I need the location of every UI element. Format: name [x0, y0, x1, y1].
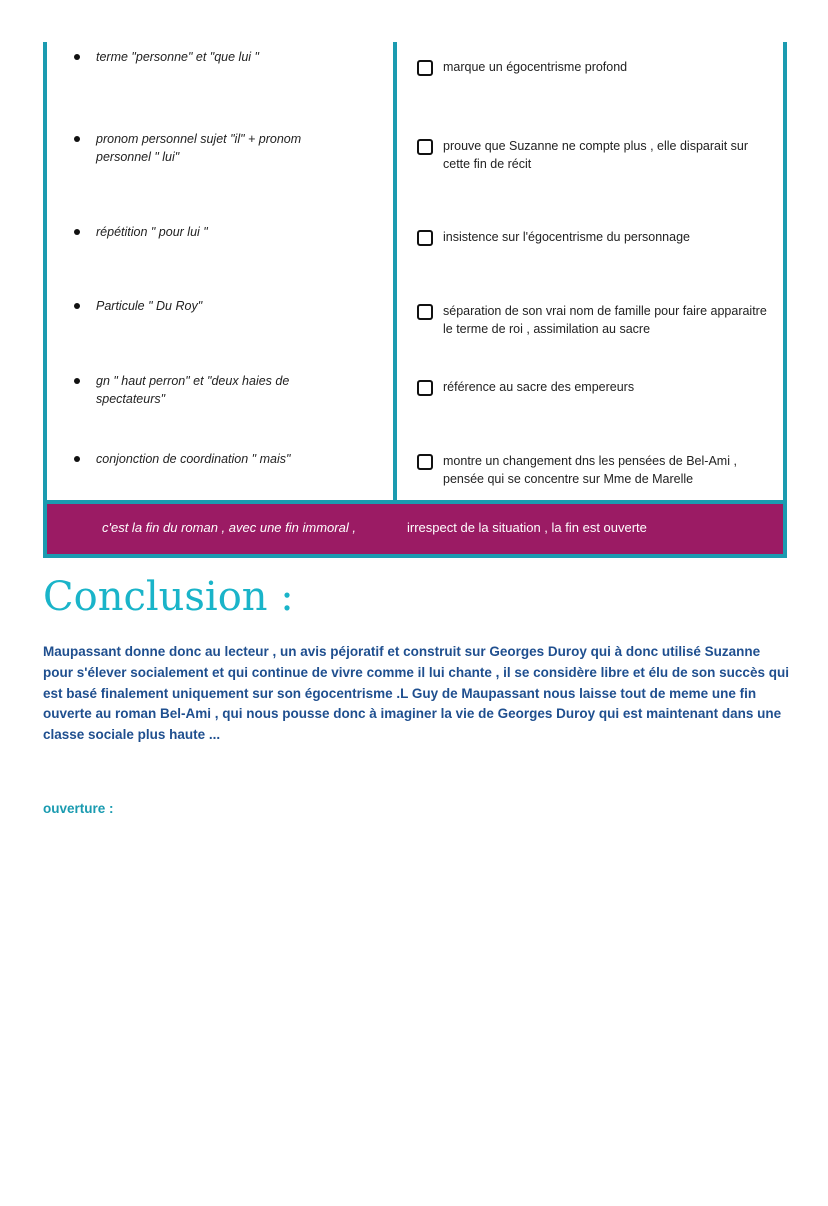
footer-left-text: c'est la fin du roman , avec une fin immoral ,	[102, 520, 356, 535]
checkbox-icon[interactable]	[417, 60, 433, 76]
analysis-table	[43, 42, 787, 558]
bullet-icon	[74, 54, 80, 60]
left-item-text: pronom personnel sujet "il" + pronom personnel " lui"	[96, 132, 302, 164]
left-item-text: terme "personne" et "que lui "	[96, 50, 259, 64]
right-item-3	[417, 228, 772, 246]
right-item-text: prouve que Suzanne ne compte plus , elle disparait sur cette fin de récit	[443, 139, 749, 171]
checkbox-icon[interactable]	[417, 380, 433, 396]
column-divider	[393, 42, 397, 500]
bullet-icon	[74, 136, 80, 142]
bullet-icon	[74, 303, 80, 309]
left-item-2	[74, 130, 374, 166]
bullet-icon	[74, 378, 80, 384]
ouverture-label: ouverture :	[43, 801, 114, 816]
table-footer-band	[47, 504, 783, 554]
checkbox-icon[interactable]	[417, 454, 433, 470]
checkbox-icon[interactable]	[417, 139, 433, 155]
right-item-text: référence au sacre des empereurs	[443, 380, 635, 394]
right-item-2	[417, 137, 772, 173]
left-item-text: gn " haut perron" et "deux haies de spectateurs"	[96, 374, 290, 406]
right-item-text: marque un égocentrisme profond	[443, 60, 628, 74]
left-item-5	[74, 372, 374, 408]
bullet-icon	[74, 456, 80, 462]
left-item-text: conjonction de coordination " mais"	[96, 452, 291, 466]
left-item-1	[74, 48, 374, 66]
right-item-5	[417, 378, 772, 396]
footer-right-text: irrespect de la situation , la fin est ouverte	[407, 520, 647, 535]
right-item-text: séparation de son vrai nom de famille pour faire apparaitre le terme de roi , assimilation au sacre	[443, 304, 767, 336]
left-item-3	[74, 223, 374, 241]
right-item-6	[417, 452, 772, 488]
right-item-text: insistence sur l'égocentrisme du personnage	[443, 230, 690, 244]
left-item-4	[74, 297, 374, 315]
right-item-4	[417, 302, 772, 338]
left-item-text: Particule " Du Roy"	[96, 299, 203, 313]
checkbox-icon[interactable]	[417, 304, 433, 320]
bullet-icon	[74, 229, 80, 235]
left-item-text: répétition " pour lui "	[96, 225, 208, 239]
checkbox-icon[interactable]	[417, 230, 433, 246]
conclusion-title: Conclusion :	[43, 574, 294, 620]
conclusion-paragraph: Maupassant donne donc au lecteur , un avis péjoratif et construit sur Georges Duroy qui à donc utilisé Suzanne pour s'élever socialement et qui continue de vivre comme il lui chante , il se considère libre et élu de son succès qui est basé finalement uniquement sur son égocentrisme .L Guy de Maupassant nous laisse tout de meme une fin ouverte au roman Bel-Ami , qui nous pousse donc à imaginer la vie de Georges Duroy qui est maintenant dans une classe sociale plus haute ...	[43, 644, 789, 743]
right-item-text: montre un changement dns les pensées de Bel-Ami , pensée qui se concentre sur Mme de Marelle	[443, 454, 737, 486]
right-item-1	[417, 58, 772, 76]
left-item-6	[74, 450, 374, 468]
